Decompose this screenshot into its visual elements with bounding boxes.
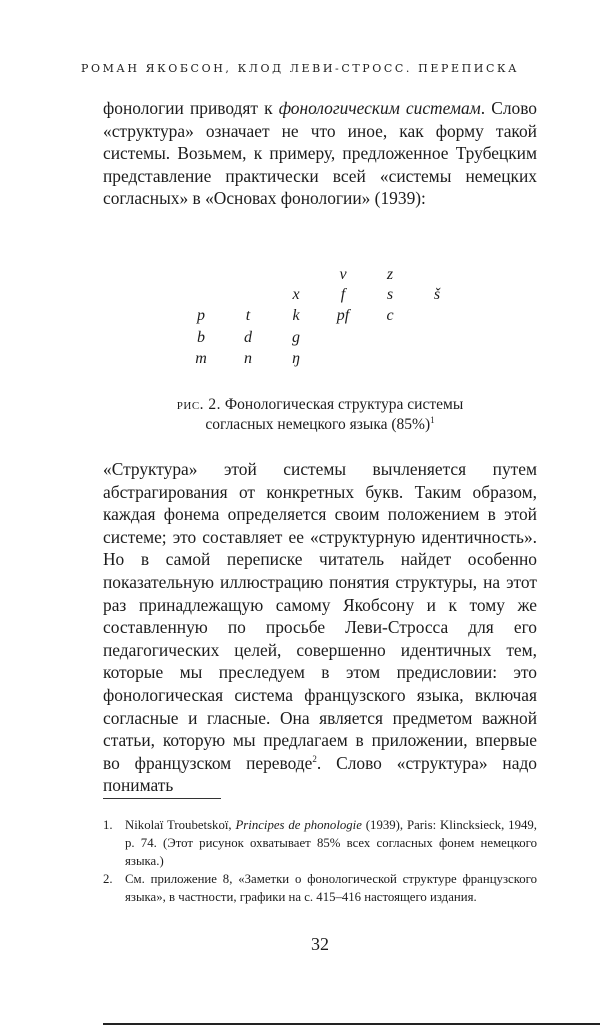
- footnote-1-author: Nikolaï Troubetskoï,: [125, 818, 236, 832]
- figure-caption-line-1: [0, 395, 600, 415]
- footnote-1-title: Principes de phonologie: [235, 818, 362, 832]
- phoneme-z: z: [386, 266, 394, 283]
- figure-caption-line-2: [0, 415, 600, 435]
- phoneme-n: n: [244, 350, 252, 367]
- paragraph-2-end: . Слово «структура» надо понимать: [103, 752, 537, 796]
- footnote-ref-1[interactable]: 1: [430, 414, 435, 425]
- figure-caption: [0, 395, 600, 435]
- figure-caption-label: рис. 2.: [176, 396, 222, 413]
- phoneme-p: p: [197, 307, 205, 324]
- paragraph-1-rest: . Слово «структура» означает не что иное, как форму такой системы. Возьмем, к примеру, предложенное Трубецким представление практически всей «системы немецких согласных» в «Основах фонологии» (1939):: [103, 98, 537, 209]
- phoneme-g: g: [292, 329, 300, 346]
- footnote-1: [103, 816, 537, 870]
- phoneme-s: s: [386, 286, 394, 303]
- figure-caption-text-1: Фонологическая структура системы: [221, 396, 464, 413]
- bottom-edge-line: [103, 1023, 600, 1025]
- phoneme-f: f: [340, 286, 346, 303]
- paragraph-1-start: фонологии приводят к: [103, 98, 279, 118]
- footnote-ref-2[interactable]: 2: [312, 753, 317, 764]
- running-head: РОМАН ЯКОБСОН, КЛОД ЛЕВИ-СТРОСС. ПЕРЕПИСКА: [80, 62, 520, 75]
- phoneme-c: c: [386, 307, 394, 324]
- phoneme-sh: š: [433, 286, 441, 303]
- phoneme-t: t: [245, 307, 251, 324]
- phoneme-pf: pf: [336, 307, 350, 324]
- footnote-2-text: См. приложение 8, «Заметки о фонологической структуре французского языка», в частности, графики на с. 415–416 настоящего издания.: [125, 872, 537, 904]
- paragraph-1-emphasis: фонологическим системам: [278, 98, 481, 118]
- phoneme-b: b: [197, 329, 205, 346]
- page-number: 32: [311, 934, 329, 954]
- footnote-rule: [103, 798, 221, 799]
- phoneme-k: k: [292, 307, 300, 324]
- phoneme-m: m: [195, 350, 207, 367]
- phoneme-d: d: [244, 329, 252, 346]
- footnote-1-rest: (1939), Paris: Klincksieck, 1949, p. 74. (Этот рисунок охватывает 85% всех согласных фонем немецкого языка.): [125, 818, 537, 868]
- footnote-1-number: 1.: [103, 818, 113, 832]
- phoneme-x: x: [292, 286, 300, 303]
- paragraph-1: [103, 97, 537, 210]
- footnote-2: [103, 870, 537, 906]
- paragraph-2: [103, 458, 537, 797]
- figure-caption-text-2: согласных немецкого языка (85%): [205, 416, 431, 433]
- paragraph-2-text: «Структура» этой системы вычленяется путем абстрагирования от конкретных букв. Таким образом, каждая фонема определяется своим положением в этой системе; это составляет ее «структурную идентичность». Но в самой переписке читатель найдет особенно показательную иллюстрацию понятия структуры, на этот раз принадлежащую самому Якобсону и к тому же составленную по просьбе Леви-Стросса для его педагогических целей, совершенно идентичных тем, которые мы преследуем в этом предисловии: это фонологическая система французского языка, включая согласные и гласные. Она является предметом важной статьи, которую мы предлагаем в приложении, впервые во французском переводе: [103, 459, 537, 773]
- phoneme-v: v: [339, 266, 347, 283]
- footnote-1-text: [125, 816, 537, 870]
- phoneme-ng: ŋ: [292, 350, 300, 367]
- footnote-2-number: 2.: [103, 872, 113, 886]
